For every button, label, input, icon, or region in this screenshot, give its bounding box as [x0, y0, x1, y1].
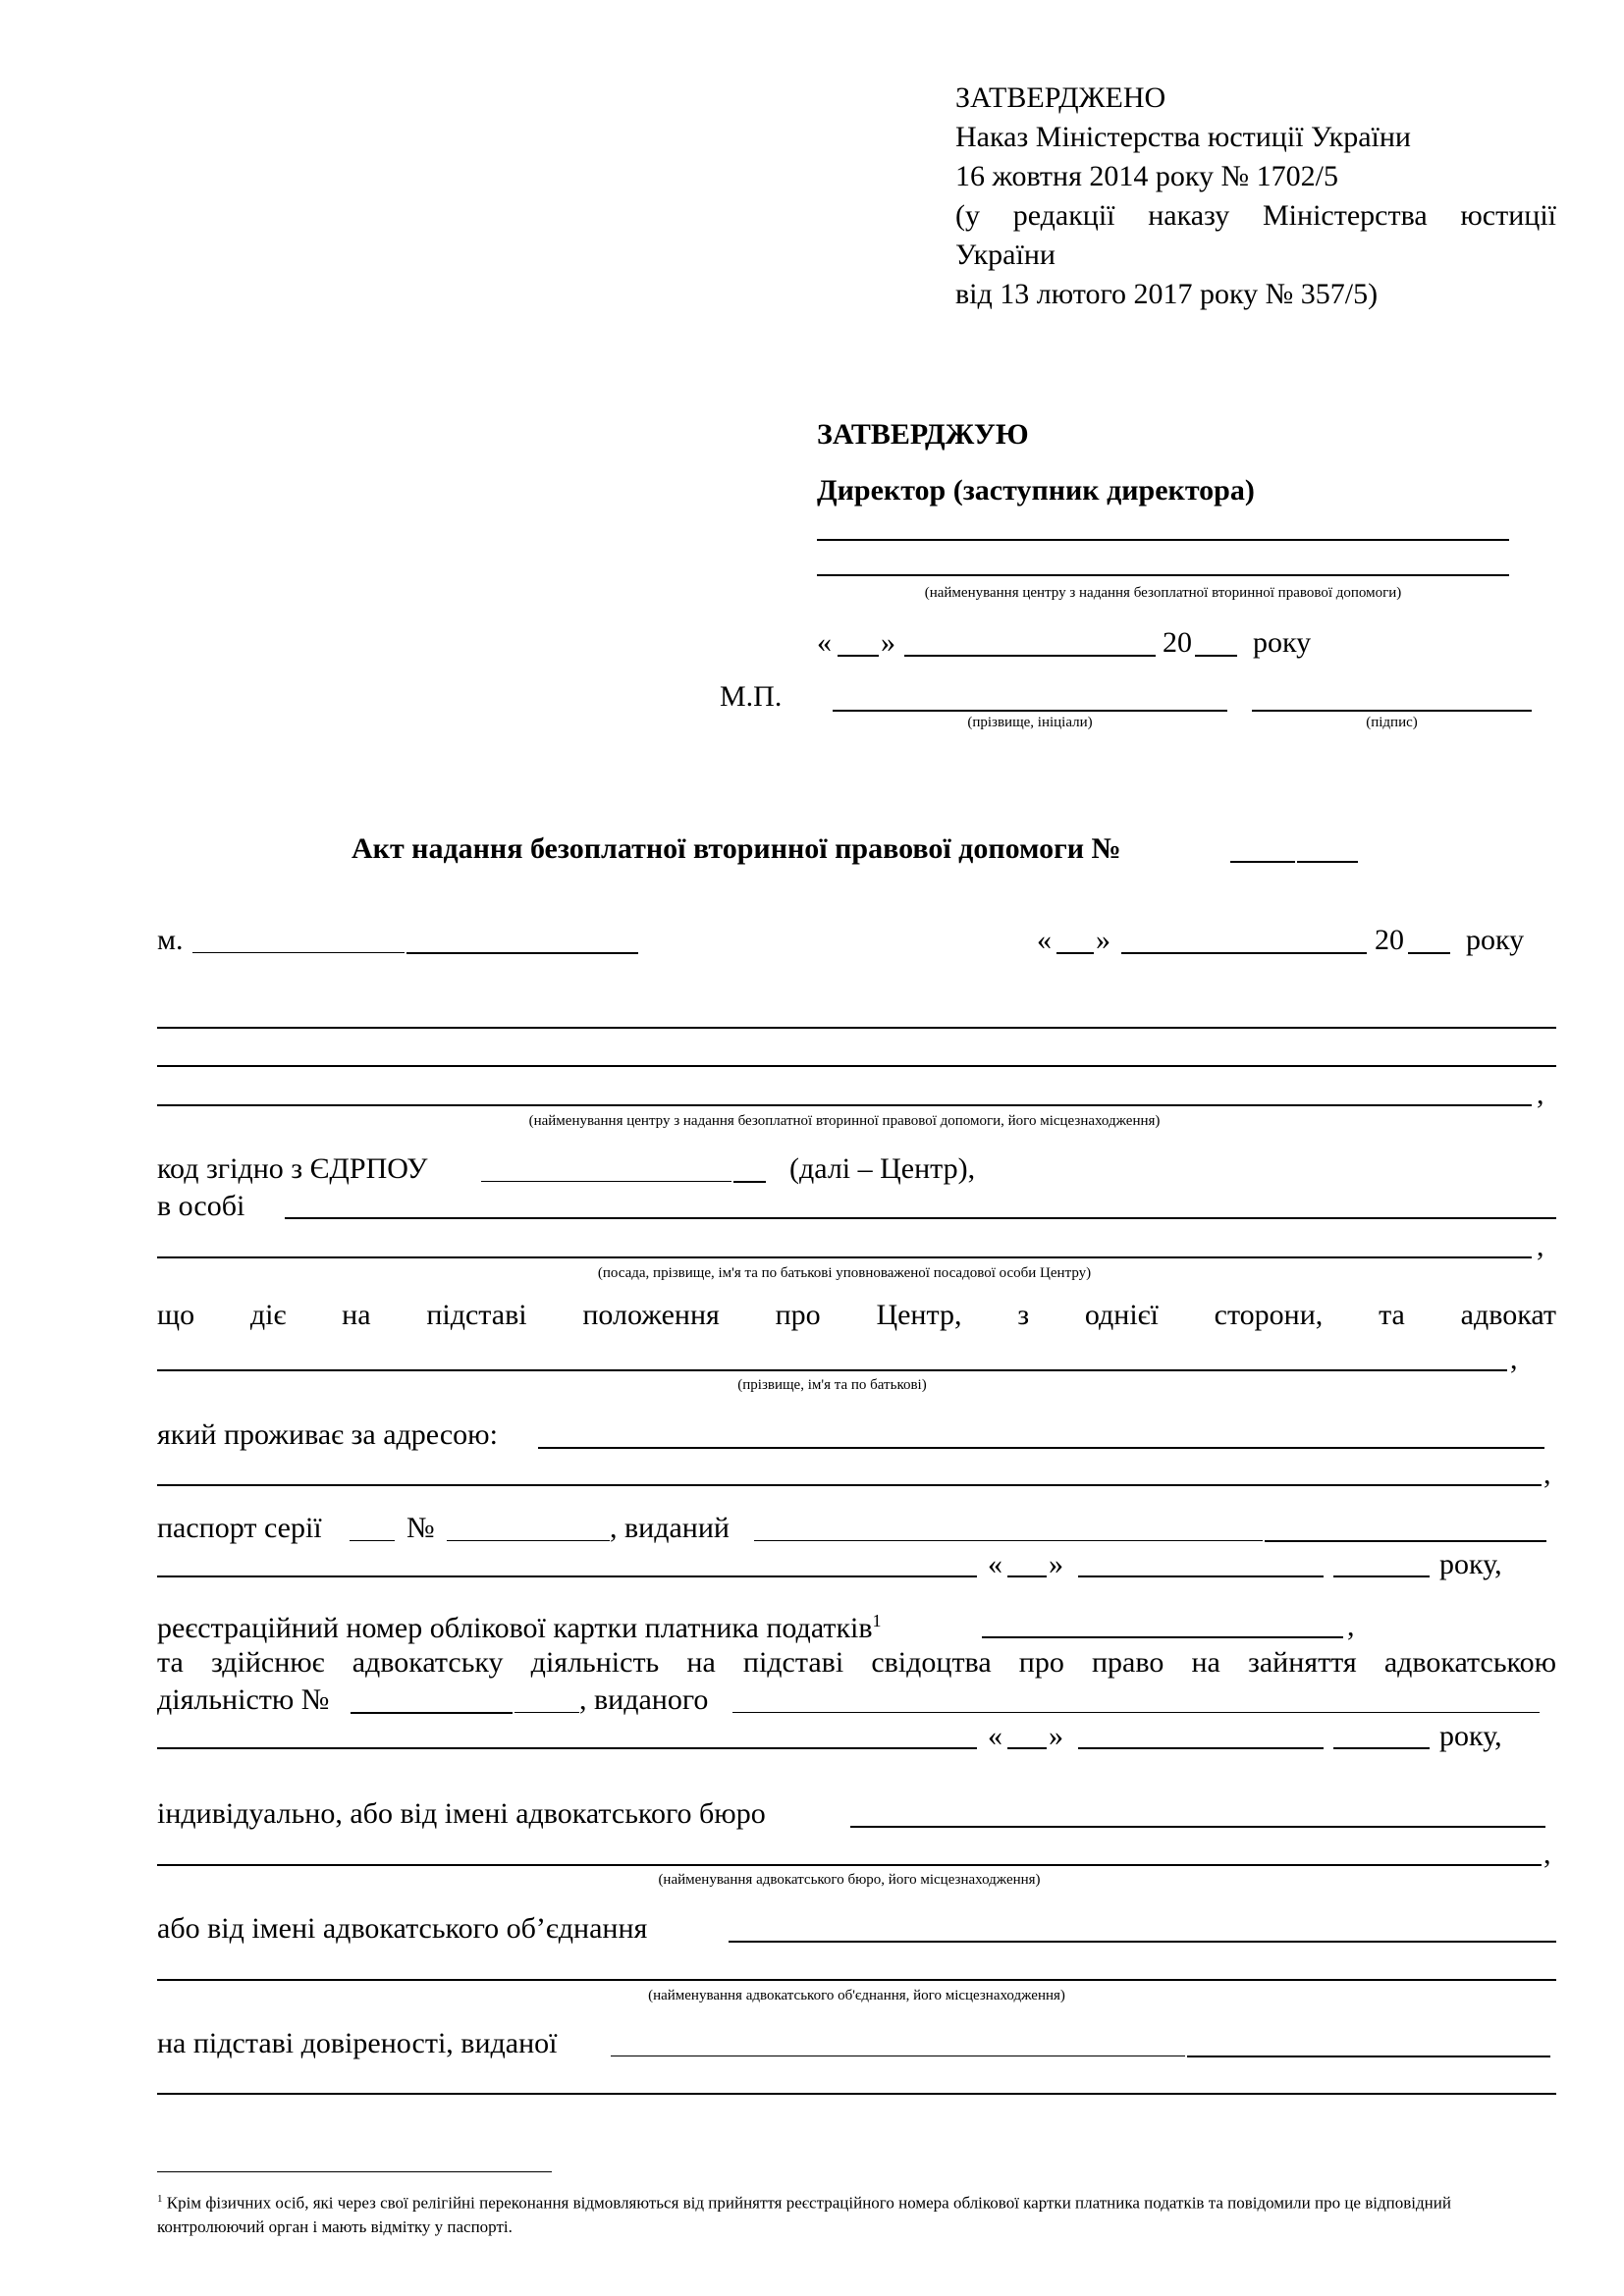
order-revision-date: від 13 лютого 2017 року № 357/5)	[955, 278, 1379, 310]
comma: ,	[1537, 1230, 1544, 1262]
act-title: Акт надання безоплатної вторинної правової допомоги №	[352, 832, 1121, 865]
passport-day-field[interactable]	[1007, 1575, 1047, 1577]
passport-issuer-field-line-2[interactable]	[157, 1575, 977, 1577]
certificate-number-field[interactable]	[351, 1712, 513, 1714]
word: з	[1017, 1299, 1030, 1331]
edrpou-suffix: (далі – Центр),	[789, 1152, 976, 1185]
approve-title: ЗАТВЕРДЖУЮ	[817, 418, 1029, 451]
certificate-issuer-field[interactable]	[732, 1712, 1540, 1713]
word: положення	[582, 1299, 720, 1331]
order-issuer: Наказ Міністерства юстиції України	[955, 121, 1411, 153]
bureau-field-line-1[interactable]	[850, 1826, 1545, 1828]
act-date-close-quote: »	[1096, 924, 1110, 956]
certificate-month-field[interactable]	[1078, 1747, 1324, 1749]
official-caption: (посада, прізвище, ім'я та по батькові уповноваженої посадової особи Центру)	[597, 1265, 1092, 1281]
word: (у	[955, 199, 980, 232]
act-year-field[interactable]	[1408, 952, 1450, 954]
certificate-line-1: та здійснює адвокатську діяльність на підставі свідоцтва про право на зайняття адвокатською	[157, 1646, 1556, 1679]
footnote-separator	[157, 2171, 552, 2172]
order-date-number: 16 жовтня 2014 року № 1702/5	[955, 160, 1338, 192]
certificate-number-label: діяльністю №	[157, 1683, 330, 1716]
address-field-line-1[interactable]	[538, 1447, 1544, 1449]
power-of-attorney-field-line-2[interactable]	[157, 2093, 1556, 2095]
act-month-field[interactable]	[1121, 952, 1367, 954]
city-field-extra[interactable]	[406, 952, 638, 954]
certificate-date-close-quote: »	[1049, 1720, 1063, 1752]
tax-number-label-text: реєстраційний номер облікової картки платника податків	[157, 1612, 873, 1644]
word: що	[157, 1299, 195, 1331]
act-date-open-quote: «	[1037, 924, 1052, 956]
comma: ,	[1347, 1610, 1355, 1642]
association-label: або від імені адвокатського об’єднання	[157, 1912, 648, 1945]
approver-surname-field[interactable]	[833, 710, 1227, 712]
word: діє	[249, 1299, 287, 1331]
comma: ,	[1543, 1838, 1551, 1870]
footnote-mark: 1	[872, 1611, 882, 1630]
word: про	[775, 1299, 821, 1331]
act-day-field[interactable]	[1056, 952, 1094, 954]
address-label: який проживає за адресою:	[157, 1418, 498, 1451]
footnote-text: Крім фізичних осіб, які через свої релігійні переконання відмовляються від прийняття реєстраційного номера облікової картки платника податків та повідомили про це відповідний контролюючий орган і мають відмітку у паспорті.	[157, 2193, 1451, 2236]
tax-number-label	[157, 1612, 882, 1643]
certificate-year-field[interactable]	[1333, 1747, 1430, 1749]
city-label: м.	[157, 924, 184, 956]
passport-issuer-field[interactable]	[754, 1540, 1263, 1541]
footnote-mark: 1	[157, 2193, 163, 2205]
order-revision-line	[955, 196, 1556, 236]
comma: ,	[1543, 1458, 1551, 1490]
approve-date-open-quote: «	[817, 626, 832, 659]
address-field-line-2[interactable]	[157, 1484, 1542, 1486]
center-field-line-1[interactable]	[157, 1027, 1556, 1029]
edrpou-label: код згідно з ЄДРПОУ	[157, 1152, 428, 1185]
tax-number-field[interactable]	[982, 1636, 1343, 1638]
power-of-attorney-field-extra[interactable]	[1187, 2056, 1550, 2057]
passport-number-sign: №	[406, 1512, 435, 1544]
center-name-caption: (найменування центру з надання безоплатної вторинної правової допомоги)	[924, 585, 1402, 601]
word: адвокат	[1460, 1299, 1556, 1331]
passport-year-field[interactable]	[1333, 1575, 1430, 1577]
certificate-day-field[interactable]	[1007, 1747, 1047, 1749]
lawyer-name-field[interactable]	[157, 1369, 1507, 1371]
certificate-issuer-field-line-2[interactable]	[157, 1747, 977, 1749]
bureau-field-line-2[interactable]	[157, 1864, 1542, 1866]
approve-date-close-quote: »	[881, 626, 895, 659]
word: на	[342, 1299, 371, 1331]
approve-year-prefix: 20	[1163, 626, 1192, 659]
approved-stamp-title: ЗАТВЕРДЖЕНО	[955, 81, 1166, 114]
passport-date-close-quote: »	[1049, 1548, 1063, 1580]
certificate-year-word: року,	[1439, 1720, 1502, 1752]
person-label: в особі	[157, 1190, 245, 1222]
word: юстиції	[1460, 199, 1556, 232]
center-caption: (найменування центру з надання безоплатної вторинної правової допомоги, його місцезнаходження)	[528, 1113, 1161, 1129]
approve-year-field[interactable]	[1195, 655, 1237, 657]
surname-caption: (прізвище, ініціали)	[967, 715, 1093, 730]
edrpou-field-extra[interactable]	[733, 1181, 766, 1183]
acting-basis-line	[157, 1301, 1556, 1330]
word: наказу	[1148, 199, 1230, 232]
word: однієї	[1084, 1299, 1159, 1331]
passport-year-word: року,	[1439, 1548, 1502, 1580]
word: редакції	[1012, 199, 1115, 232]
passport-issuer-field-extra[interactable]	[1265, 1540, 1546, 1542]
act-year-prefix: 20	[1375, 924, 1404, 956]
act-number-field-2[interactable]	[1297, 861, 1358, 863]
act-year-word: року	[1466, 924, 1525, 956]
word: та	[1379, 1299, 1405, 1331]
city-field[interactable]	[192, 952, 405, 953]
certificate-number-field-extra[interactable]	[514, 1712, 579, 1713]
passport-date-open-quote: «	[988, 1548, 1002, 1580]
association-caption: (найменування адвокатського об'єднання, його місцезнаходження)	[648, 1988, 1065, 2003]
center-field-line-2[interactable]	[157, 1065, 1556, 1067]
official-field-line-2[interactable]	[157, 1256, 1532, 1258]
approve-day-field[interactable]	[838, 655, 879, 657]
approve-year-word: року	[1253, 626, 1312, 659]
passport-month-field[interactable]	[1078, 1575, 1324, 1577]
association-field-line-2[interactable]	[157, 1979, 1556, 1981]
bureau-label: індивідуально, або від імені адвокатського бюро	[157, 1797, 766, 1830]
passport-series-field[interactable]	[350, 1540, 395, 1541]
passport-number-field[interactable]	[447, 1540, 610, 1541]
act-number-field-1[interactable]	[1230, 861, 1295, 863]
certificate-date-open-quote: «	[988, 1720, 1002, 1752]
approval-header	[955, 79, 1556, 314]
edrpou-field[interactable]	[481, 1181, 731, 1182]
center-name-line-2[interactable]	[817, 574, 1509, 576]
bureau-caption: (найменування адвокатського бюро, його місцезнаходження)	[658, 1872, 1041, 1888]
signature-caption: (підпис)	[1366, 715, 1418, 730]
word: сторони,	[1214, 1299, 1324, 1331]
word: Центр,	[876, 1299, 962, 1331]
approver-signature-field[interactable]	[1252, 710, 1532, 712]
order-revision-country: України	[955, 239, 1056, 271]
power-of-attorney-label: на підставі довіреності, виданої	[157, 2027, 558, 2059]
passport-issued-label: , виданий	[610, 1512, 730, 1544]
association-field-line-1[interactable]	[729, 1941, 1556, 1943]
comma: ,	[1537, 1078, 1544, 1110]
center-field-line-3[interactable]	[157, 1104, 1532, 1106]
passport-series-label: паспорт серії	[157, 1512, 322, 1544]
lawyer-name-caption: (прізвище, ім'я та по батькові)	[737, 1377, 927, 1393]
director-position: Директор (заступник директора)	[817, 474, 1255, 507]
word: підставі	[426, 1299, 527, 1331]
seal-place: М.П.	[720, 680, 783, 713]
word: Міністерства	[1263, 199, 1428, 232]
center-name-line-1[interactable]	[817, 539, 1509, 541]
certificate-issued-label: , виданого	[579, 1683, 709, 1716]
approve-month-field[interactable]	[904, 655, 1156, 657]
footnote	[157, 2187, 1561, 2239]
official-field-line-1[interactable]	[285, 1217, 1556, 1219]
comma: ,	[1510, 1343, 1518, 1375]
